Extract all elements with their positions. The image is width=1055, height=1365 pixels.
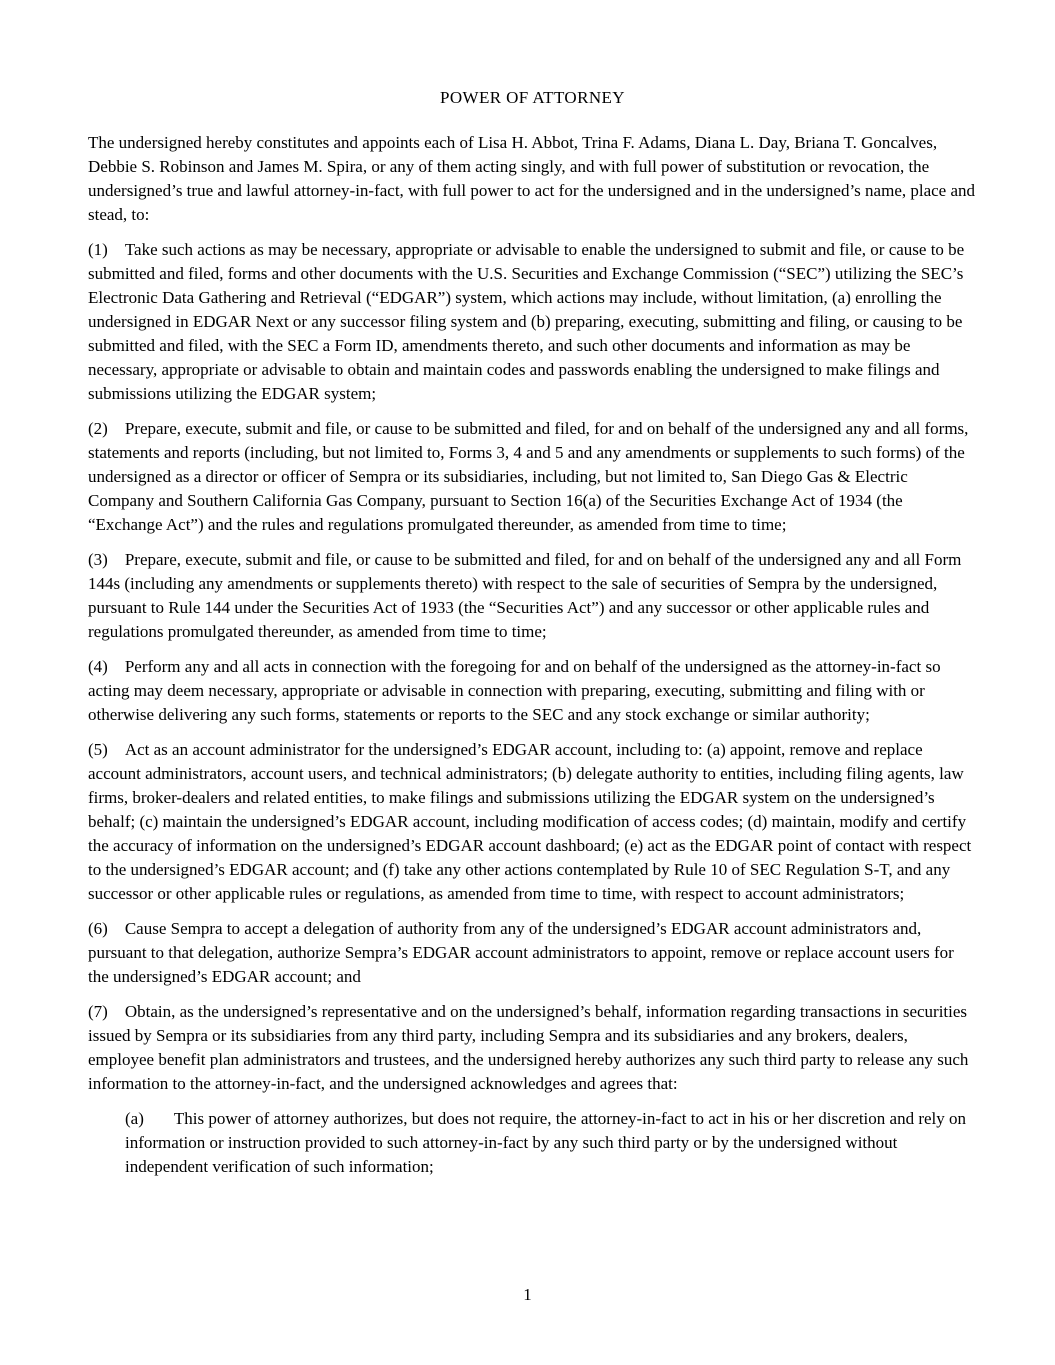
lettered-paragraph-a xyxy=(125,1107,977,1179)
item-text: Act as an account administrator for the undersigned’s EDGAR account, including to: (a) appoint, remove and replace account administrators, account users, and technical administrators; (b) delegate authority to entities, including filing agents, law firms, broker-dealers and related entities, to make filings and submissions utilizing the EDGAR system on the undersigned’s behalf; (c) maintain the undersigned’s EDGAR account, including modification of access codes; (d) maintain, modify and certify the accuracy of information on the undersigned’s EDGAR account dashboard; (e) act as the EDGAR point of contact with respect to the undersigned’s EDGAR account; and (f) take any other actions contemplated by Rule 10 of SEC Regulation S-T, and any successor or other applicable rules or regulations, as amended from time to time, with respect to account administrators; xyxy=(88,740,972,903)
item-text: Cause Sempra to accept a delegation of authority from any of the undersigned’s EDGAR account administrators and, pursuant to that delegation, authorize Sempra’s EDGAR account administrators to appoint, remove or replace account users for the undersigned’s EDGAR account; and xyxy=(88,919,954,986)
item-number: (5) xyxy=(88,740,108,759)
subitem-letter: (a) xyxy=(125,1109,144,1128)
item-text: Prepare, execute, submit and file, or cause to be submitted and filed, for and on behalf of the undersigned any and all Form 144s (including any amendments or supplements thereto) with respect to the sale of securities of Sempra by the undersigned, pursuant to Rule 144 under the Securities Act of 1933 (the “Securities Act”) and any successor or other applicable rules and regulations promulgated thereunder, as amended from time to time; xyxy=(88,550,962,641)
document-title: POWER OF ATTORNEY xyxy=(439,88,625,107)
item-number: (1) xyxy=(88,240,108,259)
numbered-paragraph-2 xyxy=(88,417,977,537)
item-text: Prepare, execute, submit and file, or cause to be submitted and filed, for and on behalf of the undersigned any and all forms, statements and reports (including, but not limited to, Forms 3, 4 and 5 and any amendments or supplements to such forms) of the undersigned as a director or officer of Sempra or its subsidiaries, including, but not limited to, San Diego Gas & Electric Company and Southern California Gas Company, pursuant to Section 16(a) of the Securities Exchange Act of 1934 (the “Exchange Act”) and the rules and regulations promulgated thereunder, as amended from time to time; xyxy=(88,419,969,534)
item-number: (7) xyxy=(88,1002,108,1021)
numbered-paragraph-4 xyxy=(88,655,977,727)
item-number: (6) xyxy=(88,919,108,938)
page-number: 1 xyxy=(523,1285,532,1304)
item-number: (3) xyxy=(88,550,108,569)
intro-paragraph: The undersigned hereby constitutes and appoints each of Lisa H. Abbot, Trina F. Adams, Diana L. Day, Briana T. Goncalves, Debbie S. Robinson and James M. Spira, or any of them acting singly, and with full power of substitution or revocation, the undersigned’s true and lawful attorney-in-fact, with full power to act for the undersigned and in the undersigned’s name, place and stead, to: xyxy=(88,133,976,224)
numbered-paragraph-5 xyxy=(88,738,977,906)
numbered-paragraph-6 xyxy=(88,917,977,989)
subitem-text: This power of attorney authorizes, but does not require, the attorney-in-fact to act in his or her discretion and rely on information or instruction provided to such attorney-in-fact by any such third party or by the undersigned without independent verification of such information; xyxy=(125,1109,967,1176)
numbered-paragraph-3 xyxy=(88,548,977,644)
item-text: Perform any and all acts in connection with the foregoing for and on behalf of the undersigned as the attorney-in-fact so acting may deem necessary, appropriate or advisable in connection with preparing, executing, submitting and filing with or otherwise delivering any such forms, statements or reports to the SEC and any stock exchange or similar authority; xyxy=(88,657,941,724)
item-number: (4) xyxy=(88,657,108,676)
item-number: (2) xyxy=(88,419,108,438)
item-text: Obtain, as the undersigned’s representative and on the undersigned’s behalf, information regarding transactions in securities issued by Sempra or its subsidiaries from any third party, including Sempra and its subsidiaries and any brokers, dealers, employee benefit plan administrators and trustees, and the undersigned hereby authorizes any such third party to release any such information to the attorney-in-fact, and the undersigned acknowledges and agrees that: xyxy=(88,1002,969,1093)
item-text: Take such actions as may be necessary, appropriate or advisable to enable the undersigned to submit and file, or cause to be submitted and filed, forms and other documents with the U.S. Securities and Exchange Commission (“SEC”) utilizing the SEC’s Electronic Data Gathering and Retrieval (“EDGAR”) system, which actions may include, without limitation, (a) enrolling the undersigned in EDGAR Next or any successor filing system and (b) preparing, executing, submitting and filing, or causing to be submitted and filed, with the SEC a Form ID, amendments thereto, and such other documents and information as may be necessary, appropriate or advisable to obtain and maintain codes and passwords enabling the undersigned to make filings and submissions utilizing the EDGAR system; xyxy=(88,240,965,403)
numbered-paragraph-7 xyxy=(88,1000,977,1096)
numbered-paragraph-1 xyxy=(88,238,977,406)
